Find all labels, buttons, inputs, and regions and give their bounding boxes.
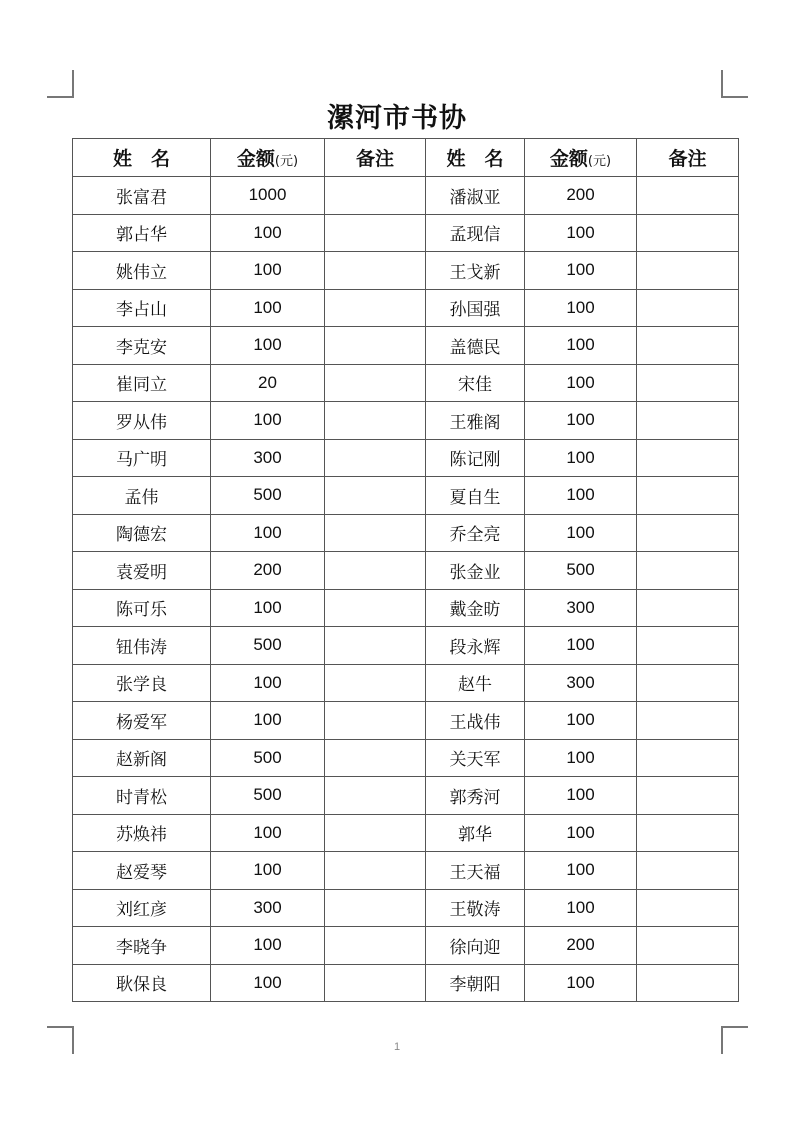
right-amount-cell: 300 xyxy=(525,589,637,627)
left-name-cell: 刘红彦 xyxy=(73,889,211,927)
left-amount-cell: 500 xyxy=(211,627,325,665)
right-name-cell: 张金业 xyxy=(426,552,525,590)
page-number: 1 xyxy=(393,1041,401,1053)
document-title: 漯河市书协 xyxy=(327,103,467,134)
right-remark-cell xyxy=(637,402,739,440)
left-amount-cell: 100 xyxy=(211,214,325,252)
table-row xyxy=(73,964,739,1002)
right-name-cell: 段永辉 xyxy=(426,627,525,665)
table-row xyxy=(73,439,739,477)
table-row xyxy=(73,514,739,552)
right-amount-cell: 100 xyxy=(525,477,637,515)
right-amount-cell: 100 xyxy=(525,852,637,890)
left-amount-cell: 500 xyxy=(211,739,325,777)
left-name-cell: 马广明 xyxy=(73,439,211,477)
table-row xyxy=(73,552,739,590)
left-name-cell: 时青松 xyxy=(73,777,211,815)
left-name-cell: 孟伟 xyxy=(73,477,211,515)
table-row xyxy=(73,627,739,665)
left-remark-cell xyxy=(325,739,426,777)
left-name-cell: 陶德宏 xyxy=(73,514,211,552)
left-name-cell: 张学良 xyxy=(73,664,211,702)
left-remark-cell xyxy=(325,852,426,890)
left-amount-cell: 100 xyxy=(211,514,325,552)
left-amount-cell: 100 xyxy=(211,402,325,440)
right-name-cell: 徐向迎 xyxy=(426,927,525,965)
right-name-cell: 陈记刚 xyxy=(426,439,525,477)
header-amount-label: 金额 xyxy=(549,148,588,170)
header-amount-left xyxy=(211,139,325,177)
left-name-cell: 姚伟立 xyxy=(73,252,211,290)
right-remark-cell xyxy=(637,889,739,927)
left-amount-cell: 500 xyxy=(211,477,325,515)
left-amount-cell: 100 xyxy=(211,964,325,1002)
right-remark-cell xyxy=(637,214,739,252)
right-amount-cell: 100 xyxy=(525,777,637,815)
right-name-cell: 孙国强 xyxy=(426,289,525,327)
left-amount-cell: 100 xyxy=(211,814,325,852)
right-remark-cell xyxy=(637,327,739,365)
table-header-row xyxy=(73,139,739,177)
left-remark-cell xyxy=(325,927,426,965)
header-amount-unit: (元) xyxy=(587,154,612,169)
right-name-cell: 盖德民 xyxy=(426,327,525,365)
left-remark-cell xyxy=(325,702,426,740)
right-amount-cell: 300 xyxy=(525,664,637,702)
left-remark-cell xyxy=(325,402,426,440)
left-amount-cell: 1000 xyxy=(211,177,325,215)
right-name-cell: 夏自生 xyxy=(426,477,525,515)
right-amount-cell: 100 xyxy=(525,364,637,402)
right-amount-cell: 100 xyxy=(525,289,637,327)
left-name-cell: 李晓争 xyxy=(73,927,211,965)
right-name-cell: 郭华 xyxy=(426,814,525,852)
right-remark-cell xyxy=(637,777,739,815)
right-remark-cell xyxy=(637,439,739,477)
left-remark-cell xyxy=(325,214,426,252)
table-row xyxy=(73,777,739,815)
right-remark-cell xyxy=(637,814,739,852)
header-name-left: 姓 名 xyxy=(73,139,211,177)
left-remark-cell xyxy=(325,889,426,927)
left-name-cell: 赵爱琴 xyxy=(73,852,211,890)
left-remark-cell xyxy=(325,814,426,852)
right-remark-cell xyxy=(637,289,739,327)
table-row xyxy=(73,852,739,890)
right-name-cell: 王敬涛 xyxy=(426,889,525,927)
right-amount-cell: 100 xyxy=(525,814,637,852)
left-amount-cell: 100 xyxy=(211,589,325,627)
left-name-cell: 李占山 xyxy=(73,289,211,327)
right-remark-cell xyxy=(637,702,739,740)
left-amount-cell: 300 xyxy=(211,889,325,927)
right-name-cell: 王戈新 xyxy=(426,252,525,290)
header-name-right: 姓 名 xyxy=(426,139,525,177)
left-name-cell: 赵新阁 xyxy=(73,739,211,777)
left-name-cell: 耿保良 xyxy=(73,964,211,1002)
right-remark-cell xyxy=(637,664,739,702)
left-amount-cell: 100 xyxy=(211,927,325,965)
left-remark-cell xyxy=(325,477,426,515)
header-amount-unit: (元) xyxy=(274,154,299,169)
left-remark-cell xyxy=(325,964,426,1002)
right-amount-cell: 100 xyxy=(525,439,637,477)
right-name-cell: 郭秀河 xyxy=(426,777,525,815)
left-amount-cell: 200 xyxy=(211,552,325,590)
left-amount-cell: 100 xyxy=(211,664,325,702)
right-amount-cell: 200 xyxy=(525,927,637,965)
left-remark-cell xyxy=(325,289,426,327)
crop-mark-top-right xyxy=(721,70,748,98)
left-amount-cell: 500 xyxy=(211,777,325,815)
right-amount-cell: 500 xyxy=(525,552,637,590)
right-remark-cell xyxy=(637,589,739,627)
left-remark-cell xyxy=(325,589,426,627)
left-amount-cell: 20 xyxy=(211,364,325,402)
left-remark-cell xyxy=(325,177,426,215)
table-row xyxy=(73,927,739,965)
left-remark-cell xyxy=(325,664,426,702)
right-name-cell: 潘淑亚 xyxy=(426,177,525,215)
right-name-cell: 赵牛 xyxy=(426,664,525,702)
left-name-cell: 苏焕祎 xyxy=(73,814,211,852)
header-amount-label: 金额 xyxy=(236,148,275,170)
header-remark-right: 备注 xyxy=(637,139,739,177)
table-row xyxy=(73,702,739,740)
right-name-cell: 王战伟 xyxy=(426,702,525,740)
left-remark-cell xyxy=(325,364,426,402)
right-remark-cell xyxy=(637,252,739,290)
right-amount-cell: 200 xyxy=(525,177,637,215)
table-row xyxy=(73,214,739,252)
left-remark-cell xyxy=(325,627,426,665)
table-row xyxy=(73,402,739,440)
right-name-cell: 李朝阳 xyxy=(426,964,525,1002)
right-name-cell: 王雅阁 xyxy=(426,402,525,440)
left-remark-cell xyxy=(325,252,426,290)
right-amount-cell: 100 xyxy=(525,627,637,665)
table-row xyxy=(73,364,739,402)
left-remark-cell xyxy=(325,514,426,552)
right-remark-cell xyxy=(637,552,739,590)
table-row xyxy=(73,477,739,515)
crop-mark-top-left xyxy=(47,70,74,98)
right-name-cell: 孟现信 xyxy=(426,214,525,252)
left-name-cell: 杨爱军 xyxy=(73,702,211,740)
left-name-cell: 张富君 xyxy=(73,177,211,215)
right-name-cell: 戴金昉 xyxy=(426,589,525,627)
left-amount-cell: 100 xyxy=(211,289,325,327)
right-amount-cell: 100 xyxy=(525,702,637,740)
right-amount-cell: 100 xyxy=(525,214,637,252)
left-name-cell: 袁爱明 xyxy=(73,552,211,590)
left-name-cell: 钮伟涛 xyxy=(73,627,211,665)
right-name-cell: 关天军 xyxy=(426,739,525,777)
left-name-cell: 罗从伟 xyxy=(73,402,211,440)
left-amount-cell: 100 xyxy=(211,252,325,290)
table-row xyxy=(73,889,739,927)
left-name-cell: 郭占华 xyxy=(73,214,211,252)
left-amount-cell: 100 xyxy=(211,852,325,890)
right-amount-cell: 100 xyxy=(525,514,637,552)
right-remark-cell xyxy=(637,364,739,402)
left-remark-cell xyxy=(325,552,426,590)
table-row xyxy=(73,177,739,215)
left-remark-cell xyxy=(325,777,426,815)
right-remark-cell xyxy=(637,964,739,1002)
left-name-cell: 崔同立 xyxy=(73,364,211,402)
table-row xyxy=(73,327,739,365)
right-remark-cell xyxy=(637,477,739,515)
right-name-cell: 乔全亮 xyxy=(426,514,525,552)
left-amount-cell: 100 xyxy=(211,327,325,365)
right-name-cell: 宋佳 xyxy=(426,364,525,402)
table-row xyxy=(73,739,739,777)
right-name-cell: 王天福 xyxy=(426,852,525,890)
table-row xyxy=(73,664,739,702)
right-remark-cell xyxy=(637,739,739,777)
left-amount-cell: 300 xyxy=(211,439,325,477)
right-amount-cell: 100 xyxy=(525,252,637,290)
table-row xyxy=(73,814,739,852)
donation-table xyxy=(72,138,739,1002)
right-remark-cell xyxy=(637,927,739,965)
right-remark-cell xyxy=(637,627,739,665)
table-row xyxy=(73,589,739,627)
right-amount-cell: 100 xyxy=(525,889,637,927)
right-amount-cell: 100 xyxy=(525,739,637,777)
right-remark-cell xyxy=(637,514,739,552)
right-amount-cell: 100 xyxy=(525,402,637,440)
left-remark-cell xyxy=(325,327,426,365)
left-remark-cell xyxy=(325,439,426,477)
table-row xyxy=(73,252,739,290)
header-remark-left: 备注 xyxy=(325,139,426,177)
left-name-cell: 陈可乐 xyxy=(73,589,211,627)
table-row xyxy=(73,289,739,327)
right-remark-cell xyxy=(637,177,739,215)
left-name-cell: 李克安 xyxy=(73,327,211,365)
right-remark-cell xyxy=(637,852,739,890)
right-amount-cell: 100 xyxy=(525,964,637,1002)
left-amount-cell: 100 xyxy=(211,702,325,740)
right-amount-cell: 100 xyxy=(525,327,637,365)
header-amount-right xyxy=(525,139,637,177)
